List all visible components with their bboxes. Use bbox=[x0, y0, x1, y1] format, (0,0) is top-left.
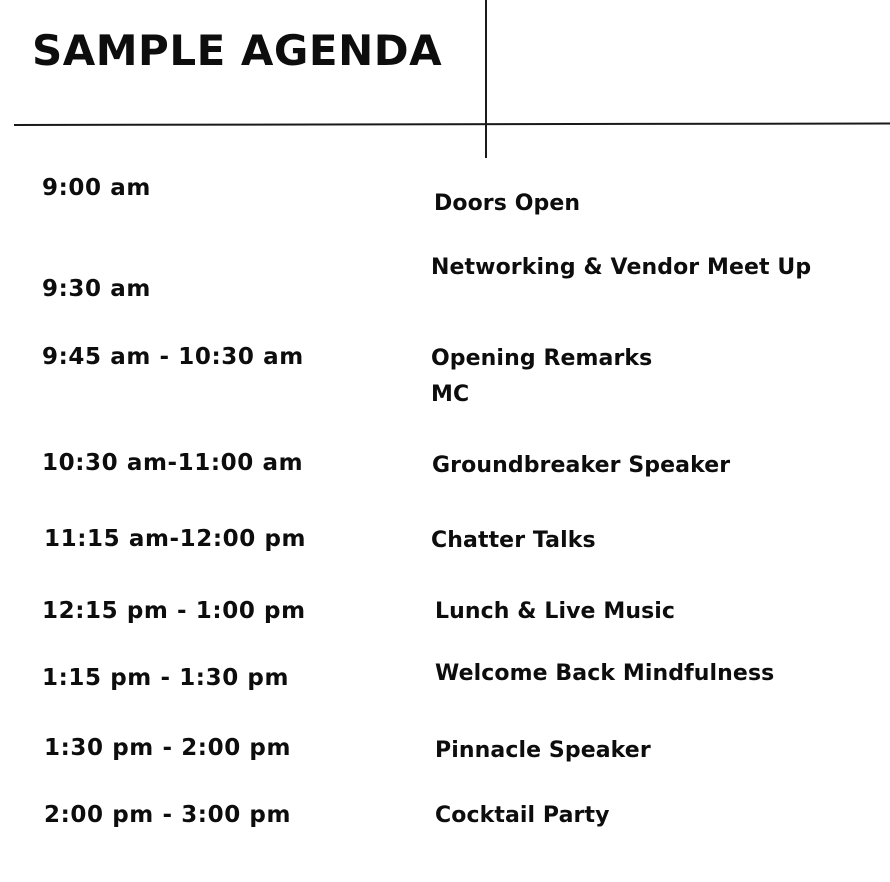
agenda-event: Lunch & Live Music bbox=[435, 599, 676, 624]
agenda-time: 1:30 pm - 2:00 pm bbox=[44, 735, 292, 761]
agenda-time: 11:15 am-12:00 pm bbox=[44, 526, 307, 552]
agenda-event: Groundbreaker Speaker bbox=[432, 453, 731, 478]
agenda-event: Welcome Back Mindfulness bbox=[435, 661, 775, 686]
agenda-time: 9:30 am bbox=[42, 276, 151, 302]
agenda-time: 9:00 am bbox=[42, 175, 151, 201]
agenda-event: Networking & Vendor Meet Up bbox=[431, 255, 812, 280]
agenda-time: 1:15 pm - 1:30 pm bbox=[42, 665, 290, 691]
agenda-event: Pinnacle Speaker bbox=[435, 738, 651, 763]
page-title: SAMPLE AGENDA bbox=[32, 26, 443, 75]
agenda-time: 12:15 pm - 1:00 pm bbox=[42, 598, 306, 624]
agenda-time: 10:30 am-11:00 am bbox=[42, 450, 304, 476]
agenda-event: Cocktail Party bbox=[435, 803, 610, 828]
header-divider-vertical bbox=[485, 0, 487, 158]
agenda-event: Opening Remarks bbox=[431, 346, 653, 371]
agenda-time: 2:00 pm - 3:00 pm bbox=[44, 802, 292, 828]
agenda-event-subtitle: MC bbox=[431, 382, 470, 407]
agenda-event: Chatter Talks bbox=[431, 528, 596, 553]
agenda-time: 9:45 am - 10:30 am bbox=[42, 344, 304, 370]
agenda-event: Doors Open bbox=[434, 191, 581, 216]
header-divider-horizontal bbox=[14, 122, 890, 125]
